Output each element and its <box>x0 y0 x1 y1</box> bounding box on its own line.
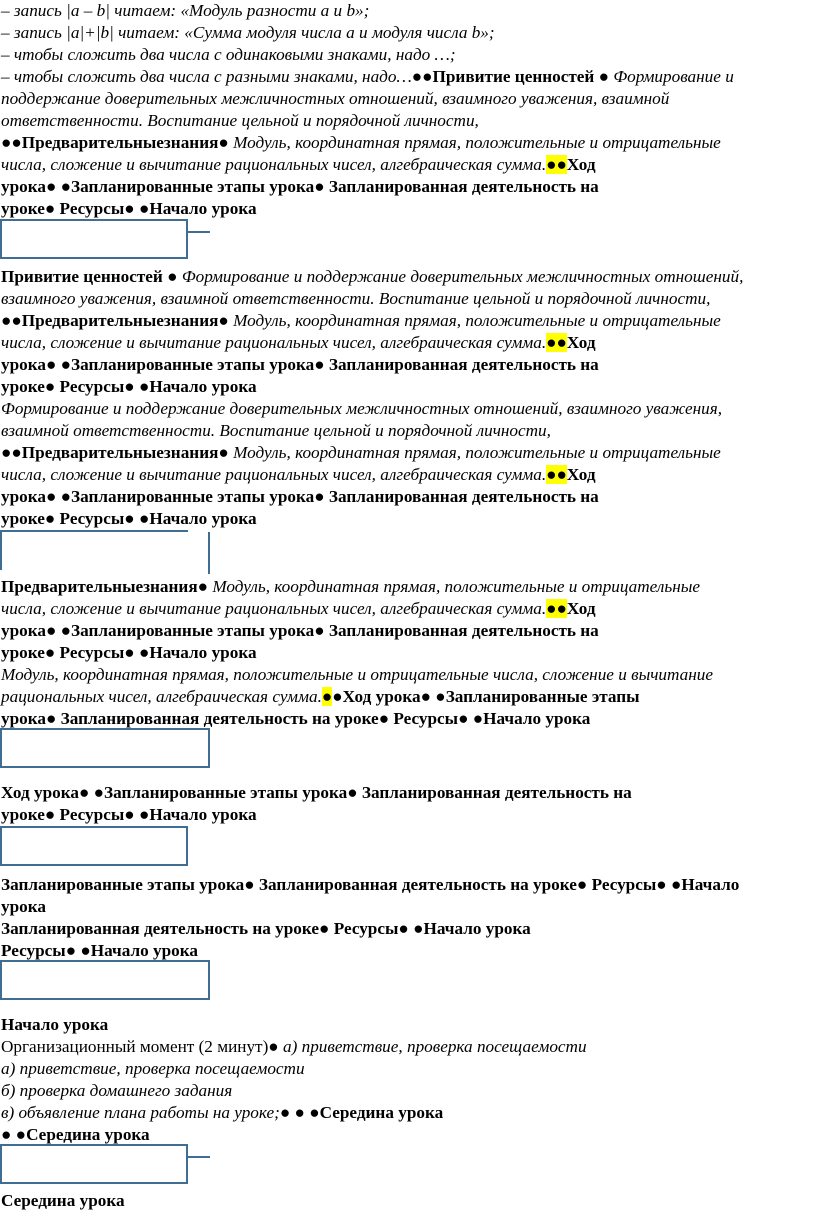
text-line: ответственности. Воспитание цельной и порядочной личности, <box>1 111 479 130</box>
text-line: рациональных чисел, алгебраическая сумма.●●Ход урока● ●Запланированные этапы <box>1 687 640 706</box>
text-line: уроке● Ресурсы● ●Начало урока <box>1 805 257 824</box>
text-line: Запланированные этапы урока● Запланированная деятельность на уроке● Ресурсы● ●Начало <box>1 875 740 894</box>
text-line: числа, сложение и вычитание рациональных чисел, алгебраическая сумма.●●Ход <box>1 333 596 352</box>
empty-text-frame <box>0 960 210 1000</box>
text-line: – запись |a – b| читаем: «Модуль разности a и b»; <box>1 1 370 20</box>
text-line: ●●Предварительныезнания● Модуль, координатная прямая, положительные и отрицательные <box>1 443 721 462</box>
text-line: б) проверка домашнего задания <box>1 1081 233 1100</box>
text-line: уроке● Ресурсы● ●Начало урока <box>1 199 257 218</box>
text-line: Предварительныезнания● Модуль, координатная прямая, положительные и отрицательные <box>1 577 700 596</box>
text-line: взаимной ответственности. Воспитание цельной и порядочной личности, <box>1 421 551 440</box>
text-line: Привитие ценностей ● Формирование и поддержание доверительных межличностных отношений, <box>1 267 744 286</box>
empty-text-frame <box>0 826 188 866</box>
text-line: уроке● Ресурсы● ●Начало урока <box>1 377 257 396</box>
text-line: урока● ●Запланированные этапы урока● Запланированная деятельность на <box>1 355 599 374</box>
text-line: – чтобы сложить два числа с одинаковыми знаками, надо …; <box>1 45 456 64</box>
text-line: урока● ●Запланированные этапы урока● Запланированная деятельность на <box>1 621 599 640</box>
text-line: Запланированная деятельность на уроке● Ресурсы● ●Начало урока <box>1 919 531 938</box>
empty-text-frame <box>0 219 188 259</box>
text-line: числа, сложение и вычитание рациональных чисел, алгебраическая сумма.●●Ход <box>1 155 596 174</box>
frame-line <box>0 530 188 532</box>
text-line: ●●Предварительныезнания● Модуль, координатная прямая, положительные и отрицательные <box>1 311 721 330</box>
text-line: ●●Предварительныезнания● Модуль, координатная прямая, положительные и отрицательные <box>1 133 721 152</box>
text-line: взаимного уважения, взаимной ответственности. Воспитание цельной и порядочной личности, <box>1 289 711 308</box>
text-line: Ресурсы● ●Начало урока <box>1 941 199 960</box>
text-line: Модуль, координатная прямая, положительные и отрицательные числа, сложение и вычитание <box>1 665 713 684</box>
text-line: числа, сложение и вычитание рациональных чисел, алгебраическая сумма.●●Ход <box>1 599 596 618</box>
text-line: урока● ●Запланированные этапы урока● Запланированная деятельность на <box>1 177 599 196</box>
empty-text-frame <box>0 728 210 768</box>
empty-text-frame <box>0 1144 188 1184</box>
text-line: уроке● Ресурсы● ●Начало урока <box>1 643 257 662</box>
text-line: Середина урока <box>1 1191 125 1210</box>
text-line: поддержание доверительных межличностных отношений, взаимного уважения, взаимной <box>1 89 670 108</box>
text-line: ● ●Середина урока <box>1 1125 150 1144</box>
text-line: в) объявление плана работы на уроке;● ● ●Середина урока <box>1 1103 444 1122</box>
text-line: – запись |a|+|b| читаем: «Сумма модуля числа a и модуля числа b»; <box>1 23 495 42</box>
text-line: – чтобы сложить два числа с разными знаками, надо…●●Привитие ценностей ● Формирование и <box>1 67 734 86</box>
text-line: урока● ●Запланированные этапы урока● Запланированная деятельность на <box>1 487 599 506</box>
text-line: Организационный момент (2 минут)● а) приветствие, проверка посещаемости <box>1 1037 587 1056</box>
text-line: урока <box>1 897 46 916</box>
text-line: урока● Запланированная деятельность на уроке● Ресурсы● ●Начало урока <box>1 709 591 728</box>
frame-connector <box>188 231 210 233</box>
text-line: Формирование и поддержание доверительных межличностных отношений, взаимного уважения, <box>1 399 723 418</box>
text-line: Ход урока● ●Запланированные этапы урока● Запланированная деятельность на <box>1 783 632 802</box>
text-line: уроке● Ресурсы● ●Начало урока <box>1 509 257 528</box>
text-line: а) приветствие, проверка посещаемости <box>1 1059 305 1078</box>
text-line: числа, сложение и вычитание рациональных чисел, алгебраическая сумма.●●Ход <box>1 465 596 484</box>
frame-line <box>0 530 2 570</box>
text-line: Начало урока <box>1 1015 109 1034</box>
frame-connector <box>188 1156 210 1158</box>
frame-line <box>208 532 210 574</box>
